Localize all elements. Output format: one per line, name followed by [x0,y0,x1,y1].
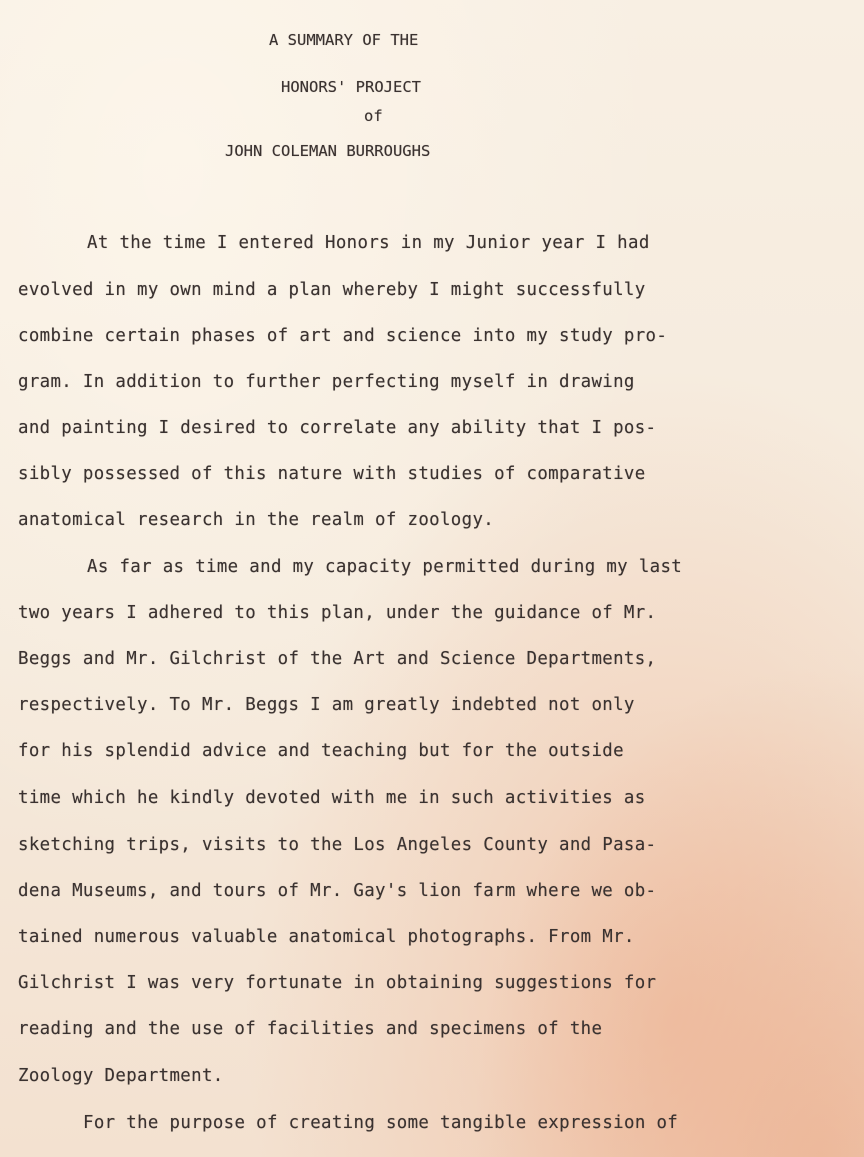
body-line-16: tained numerous valuable anatomical photographs. From Mr. [18,927,635,947]
title-line-1: A SUMMARY OF THE [269,31,419,49]
body-line-18: reading and the use of facilities and specimens of the [18,1019,603,1039]
body-line-8: As far as time and my capacity permitted during my last [87,557,683,577]
body-line-3: combine certain phases of art and science into my study pro- [18,326,668,346]
body-line-15: dena Museums, and tours of Mr. Gay's lion farm where we ob- [18,881,657,901]
body-line-20: For the purpose of creating some tangible expression of [83,1113,679,1133]
body-line-1: At the time I entered Honors in my Junior year I had [87,233,650,253]
body-line-11: respectively. To Mr. Beggs I am greatly indebted not only [18,695,635,715]
body-line-6: sibly possessed of this nature with studies of comparative [18,464,646,484]
body-line-7: anatomical research in the realm of zoology. [18,510,495,530]
body-line-2: evolved in my own mind a plan whereby I might successfully [18,280,646,300]
body-line-14: sketching trips, visits to the Los Angeles County and Pasa- [18,835,657,855]
body-line-4: gram. In addition to further perfecting myself in drawing [18,372,635,392]
body-line-19: Zoology Department. [18,1066,224,1086]
body-line-5: and painting I desired to correlate any ability that I pos- [18,418,657,438]
title-line-3: of [364,107,383,125]
title-line-4: JOHN COLEMAN BURROUGHS [225,142,431,160]
body-line-12: for his splendid advice and teaching but for the outside [18,741,624,761]
title-line-2: HONORS' PROJECT [281,78,421,96]
body-line-17: Gilchrist I was very fortunate in obtaining suggestions for [18,973,657,993]
body-line-13: time which he kindly devoted with me in such activities as [18,788,646,808]
body-line-9: two years I adhered to this plan, under the guidance of Mr. [18,603,657,623]
body-line-10: Beggs and Mr. Gilchrist of the Art and Science Departments, [18,649,657,669]
